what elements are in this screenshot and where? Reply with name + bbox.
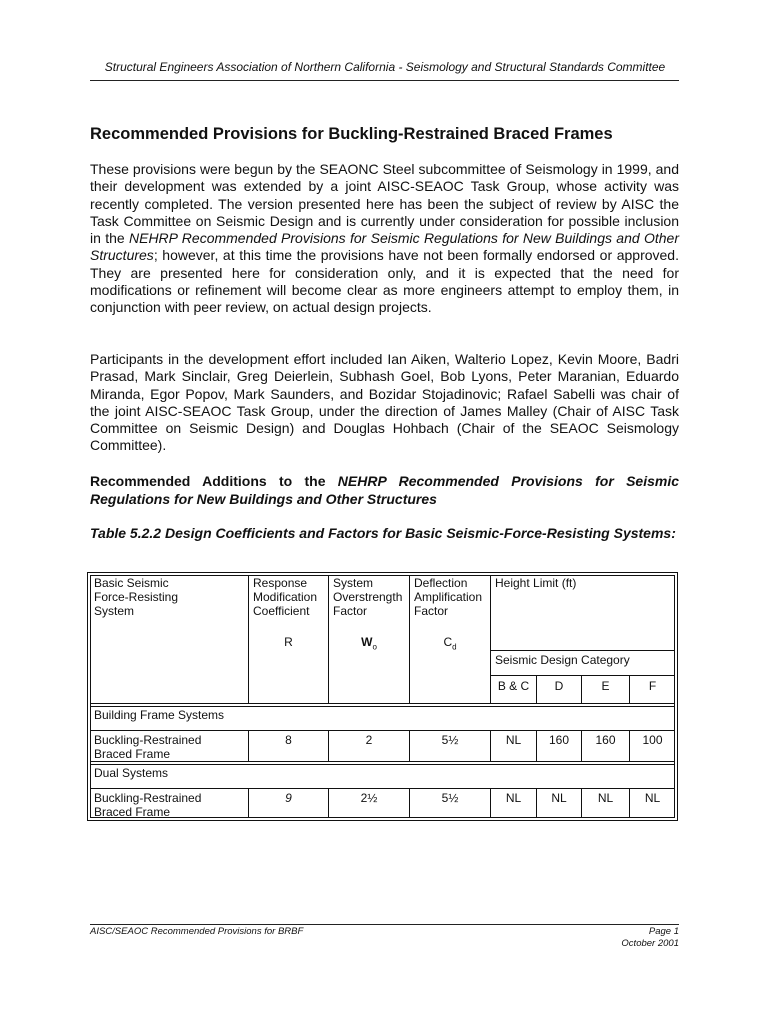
row-system-line: Buckling-Restrained xyxy=(94,733,202,747)
subheading-nehrp-title: NEHRP Recommended Provisions for Seismic Regulations for New Buildings and Other Structures xyxy=(90,473,679,507)
sdc-category: D xyxy=(554,679,564,693)
header-response-line: Modification xyxy=(253,590,318,604)
footer-page-info xyxy=(480,926,679,950)
participants-paragraph: Participants in the development effort included Ian Aiken, Walterio Lopez, Kevin Moore, Badri Prasad, Mark Sinclair, Greg Deierlein, Subhash Goel, Bob Lyons, Peter Maranian, Eduardo Miranda, Egor Popov, Mark Saunders, and Bozidar Stojadinovic; Rafael Sabelli was chair of the joint AISC-SEAOC Task Group, under the direction of James Malley (Chair of AISC Task Committee on Seismic Design) and Douglas Hohbach (Chair of the SEAOC Seismology Committee). xyxy=(90,351,679,454)
running-header: Structural Engineers Association of Northern California - Seismology and Structural Standards Committee xyxy=(104,60,666,74)
row-limit: NL xyxy=(597,791,614,805)
footer-page-number: Page 1 xyxy=(648,926,679,937)
row-r: 8 xyxy=(285,733,292,747)
header-response-line: Coefficient xyxy=(253,604,310,618)
table-caption: Table 5.2.2 Design Coefficients and Factors for Basic Seismic-Force-Resisting Systems: xyxy=(90,525,676,541)
header-system-line: Basic Seismic xyxy=(94,576,169,590)
row-system xyxy=(94,733,201,761)
header-system xyxy=(94,576,178,618)
row-limit: NL xyxy=(505,733,522,747)
row-cd: 5½ xyxy=(441,791,459,805)
header-deflection xyxy=(414,576,482,618)
row-system-line: Braced Frame xyxy=(94,805,171,819)
footer-rule xyxy=(90,924,679,925)
sdc-category: B & C xyxy=(497,679,530,693)
header-overstrength-line: Overstrength xyxy=(333,590,403,604)
header-overstrength xyxy=(333,576,402,618)
subheading-prefix: Recommended Additions to the xyxy=(90,473,338,489)
row-limit: NL xyxy=(551,791,567,805)
group-label: Building Frame Systems xyxy=(94,708,225,722)
row-limit: 100 xyxy=(642,733,663,747)
row-system-line: Braced Frame xyxy=(94,747,171,761)
header-deflection-line: Factor xyxy=(414,604,449,618)
row-system-line: Buckling-Restrained xyxy=(94,791,202,805)
row-cd: 5½ xyxy=(441,733,459,747)
design-coefficients-table xyxy=(87,572,678,821)
row-r: 9 xyxy=(285,791,292,805)
symbol-r: R xyxy=(284,635,293,649)
row-omega: 2 xyxy=(365,733,373,747)
intro-text-end: ; however, at this time the provisions have not been formally endorsed or approved. They are presented here for consideration only, and it is expected that the need for modifications or refinement will become clear as more engineers attempt to employ them, in conjunction with peer review, on actual design projects. xyxy=(90,247,679,316)
intro-nehrp-title: NEHRP Recommended Provisions for Seismic Regulations for New Buildings and Other Structures xyxy=(90,230,679,264)
header-system-line: System xyxy=(94,604,135,618)
group-label: Dual Systems xyxy=(94,766,169,780)
header-deflection-line: Deflection xyxy=(414,576,468,590)
header-system-line: Force-Resisting xyxy=(94,590,179,604)
header-deflection-line: Amplification xyxy=(414,590,483,604)
row-limit: NL xyxy=(505,791,522,805)
header-response xyxy=(253,576,317,618)
row-limit: 160 xyxy=(595,733,616,747)
footer-document-title: AISC/SEAOC Recommended Provisions for BRBF xyxy=(90,926,304,937)
header-height-limit: Height Limit (ft) xyxy=(495,576,577,590)
row-limit: NL xyxy=(644,791,661,805)
sdc-category: E xyxy=(601,679,610,693)
page-title: Recommended Provisions for Buckling-Restrained Braced Frames xyxy=(90,125,613,143)
symbol-omega-sub: o xyxy=(372,642,377,652)
intro-paragraph xyxy=(90,161,679,317)
row-omega: 2½ xyxy=(360,791,378,805)
symbol-omega xyxy=(329,635,409,654)
header-response-line: Response xyxy=(253,576,308,590)
sdc-category: F xyxy=(648,679,657,693)
row-system xyxy=(94,791,201,819)
header-rule xyxy=(90,80,679,81)
intro-text-start: These provisions were begun by the SEAONC Steel subcommittee of Seismology in 1999, and their development was extended by a joint AISC-SEAOC Task Group, whose activity was recently completed. The version presented here has been the subject of review by AISC the Task Committee on Seismic Design and is currently under consideration for possible inclusion in the xyxy=(90,161,679,247)
symbol-cd-main: C xyxy=(443,635,453,649)
footer-date: October 2001 xyxy=(621,938,679,949)
symbol-omega-main: W xyxy=(361,635,373,649)
additions-subheading xyxy=(90,472,679,508)
header-overstrength-line: Factor xyxy=(333,604,368,618)
header-sdc: Seismic Design Category xyxy=(495,653,630,667)
row-limit: 160 xyxy=(548,733,570,747)
header-overstrength-line: System xyxy=(333,576,374,590)
symbol-cd xyxy=(410,635,490,654)
symbol-cd-sub: d xyxy=(452,642,457,652)
